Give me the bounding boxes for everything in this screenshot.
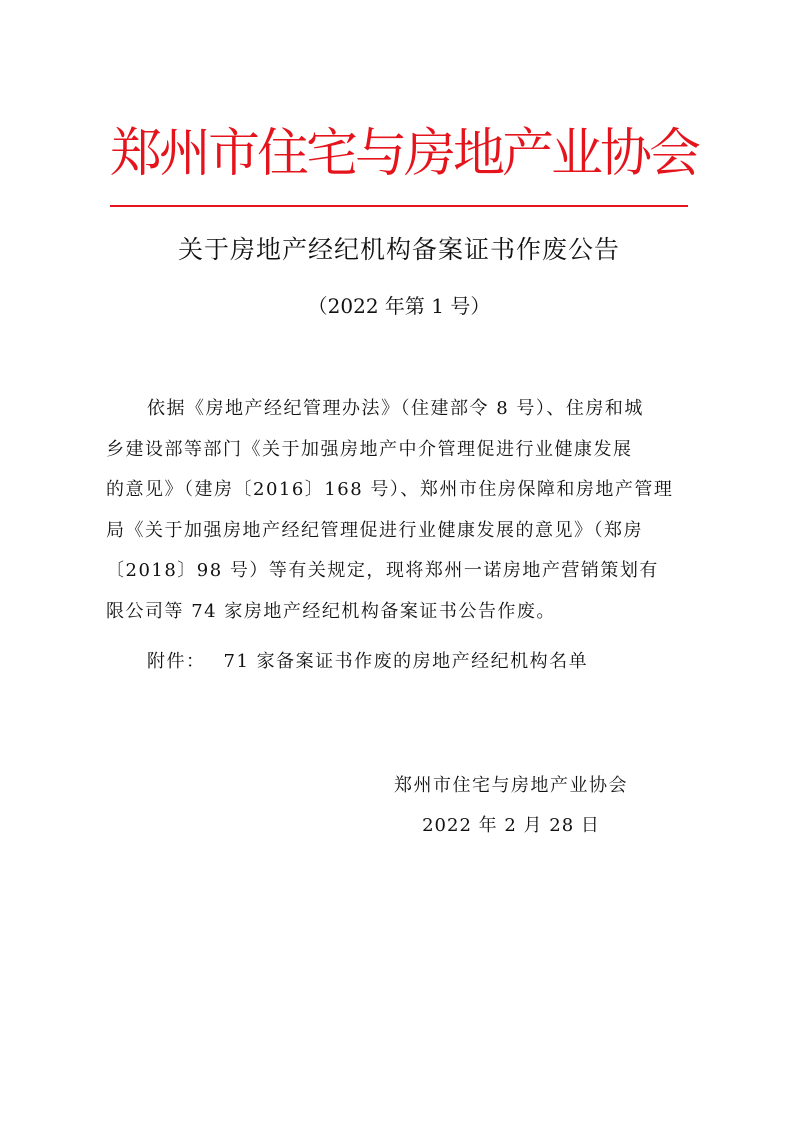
body-line: 〔2018〕98 号）等有关规定，现将郑州一诺房地产营销策划有 [106, 560, 659, 582]
attachment-text: 71 家备案证书作废的房地产经纪机构名单 [223, 651, 589, 672]
body-line: 局《关于加强房地产经纪管理促进行业健康发展的意见》（郑房 [106, 519, 643, 541]
signature-date: 2022 年 2 月 28 日 [422, 815, 600, 836]
attachment-line [147, 642, 707, 682]
org-letterhead-title: 郑州市住宅与房地产业协会 [110, 124, 699, 184]
notice-number: （2022 年第 1 号） [307, 294, 491, 318]
notice-body [106, 389, 686, 633]
letterhead-divider [110, 205, 688, 207]
notice-title: 关于房地产经纪机构备案证书作废公告 [177, 235, 620, 264]
signature-org: 郑州市住宅与房地产业协会 [394, 775, 628, 796]
body-line: 限公司等 74 家房地产经纪机构备案证书公告作废。 [106, 600, 556, 622]
attachment-label: 附件： [147, 651, 206, 672]
body-line: 的意见》（建房〔2016〕168 号）、郑州市住房保障和房地产管理 [106, 479, 674, 501]
body-line: 乡建设部等部门《关于加强房地产中介管理促进行业健康发展 [106, 438, 633, 460]
body-line: 依据《房地产经纪管理办法》（住建部令 8 号）、住房和城 [147, 398, 644, 419]
